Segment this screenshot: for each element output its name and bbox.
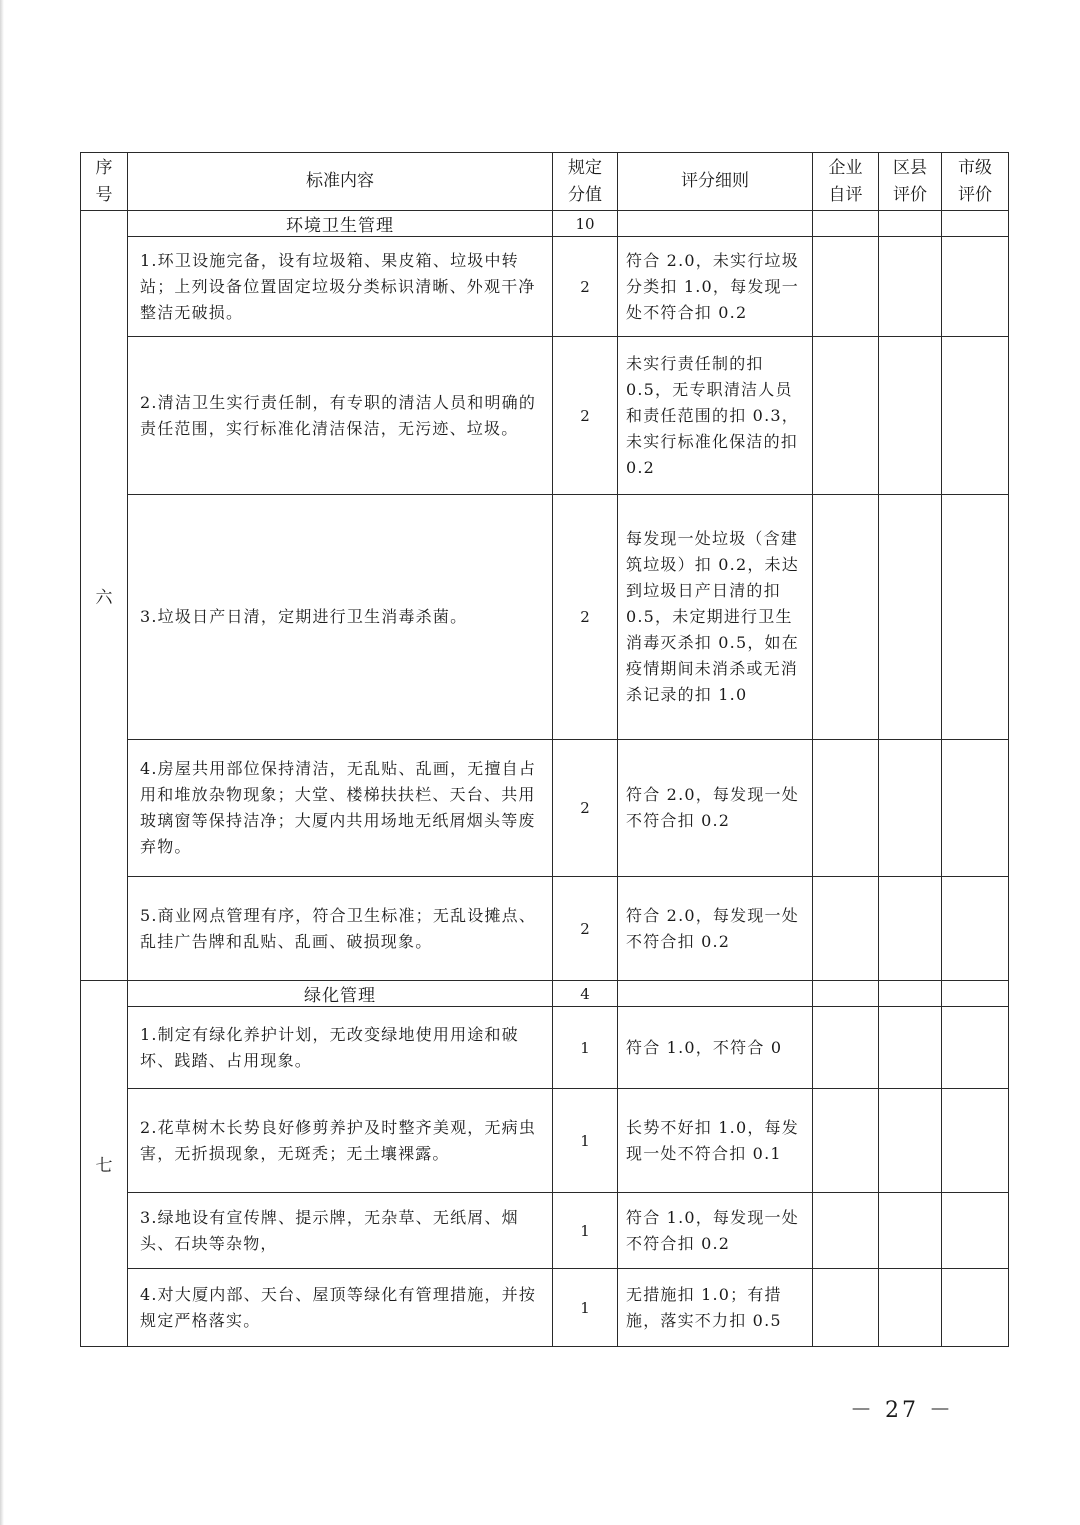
self-eval-cell xyxy=(813,495,879,740)
self-eval-cell xyxy=(813,740,879,877)
table-row xyxy=(81,740,1009,877)
header-self-eval: 企业自评 xyxy=(813,153,879,211)
district-eval-cell xyxy=(879,981,942,1007)
self-eval-cell xyxy=(813,877,879,981)
item-score: 2 xyxy=(553,495,618,740)
item-score: 2 xyxy=(553,337,618,495)
self-eval-cell xyxy=(813,337,879,495)
header-city-eval: 市级评价 xyxy=(942,153,1009,211)
item-score: 1 xyxy=(553,1007,618,1089)
item-rule: 符合 2.0，未实行垃圾分类扣 1.0，每发现一处不符合扣 0.2 xyxy=(618,237,813,337)
header-score: 规定分值 xyxy=(553,153,618,211)
city-eval-cell xyxy=(942,1269,1009,1347)
item-rule: 符合 1.0，不符合 0 xyxy=(618,1007,813,1089)
section-title-greening: 绿化管理 xyxy=(128,981,553,1007)
item-content: 2.花草树木长势良好修剪养护及时整齐美观，无病虫害，无折损现象，无斑秃；无土壤裸露。 xyxy=(128,1089,553,1193)
section-score-greening: 4 xyxy=(553,981,618,1007)
section-row-six xyxy=(81,211,1009,237)
item-content: 1.制定有绿化养护计划，无改变绿地使用用途和破坏、践踏、占用现象。 xyxy=(128,1007,553,1089)
city-eval-cell xyxy=(942,740,1009,877)
item-rule: 符合 2.0，每发现一处不符合扣 0.2 xyxy=(618,740,813,877)
item-score: 1 xyxy=(553,1269,618,1347)
item-rule: 未实行责任制的扣 0.5，无专职清洁人员和责任范围的扣 0.3，未实行标准化保洁的扣 0.2 xyxy=(618,337,813,495)
self-eval-cell xyxy=(813,981,879,1007)
self-eval-cell xyxy=(813,211,879,237)
section-title-sanitation: 环境卫生管理 xyxy=(128,211,553,237)
section-score-sanitation: 10 xyxy=(553,211,618,237)
table-row xyxy=(81,337,1009,495)
section-index-six: 六 xyxy=(81,211,128,981)
city-eval-cell xyxy=(942,211,1009,237)
item-rule: 长势不好扣 1.0，每发现一处不符合扣 0.1 xyxy=(618,1089,813,1193)
scan-edge-shadow xyxy=(0,0,4,1525)
self-eval-cell xyxy=(813,1269,879,1347)
self-eval-cell xyxy=(813,1193,879,1269)
table-row xyxy=(81,1193,1009,1269)
table-row xyxy=(81,1007,1009,1089)
city-eval-cell xyxy=(942,1193,1009,1269)
self-eval-cell xyxy=(813,1007,879,1089)
table-row xyxy=(81,237,1009,337)
table-row xyxy=(81,1089,1009,1193)
self-eval-cell xyxy=(813,237,879,337)
district-eval-cell xyxy=(879,1089,942,1193)
item-content: 4.房屋共用部位保持清洁，无乱贴、乱画，无擅自占用和堆放杂物现象；大堂、楼梯扶扶栏、天台、共用玻璃窗等保持洁净；大厦内共用场地无纸屑烟头等废弃物。 xyxy=(128,740,553,877)
city-eval-cell xyxy=(942,877,1009,981)
district-eval-cell xyxy=(879,1007,942,1089)
header-content: 标准内容 xyxy=(128,153,553,211)
district-eval-cell xyxy=(879,337,942,495)
item-rule: 符合 1.0，每发现一处不符合扣 0.2 xyxy=(618,1193,813,1269)
header-row xyxy=(81,153,1009,211)
item-content: 1.环卫设施完备，设有垃圾箱、果皮箱、垃圾中转站；上列设备位置固定垃圾分类标识清晰、外观干净整洁无破损。 xyxy=(128,237,553,337)
header-district-eval: 区县评价 xyxy=(879,153,942,211)
district-eval-cell xyxy=(879,740,942,877)
city-eval-cell xyxy=(942,1007,1009,1089)
district-eval-cell xyxy=(879,1193,942,1269)
district-eval-cell xyxy=(879,237,942,337)
item-content: 4.对大厦内部、天台、屋顶等绿化有管理措施，并按规定严格落实。 xyxy=(128,1269,553,1347)
item-content: 5.商业网点管理有序，符合卫生标准；无乱设摊点、乱挂广告牌和乱贴、乱画、破损现象。 xyxy=(128,877,553,981)
district-eval-cell xyxy=(879,211,942,237)
header-rules: 评分细则 xyxy=(618,153,813,211)
section-rule-cell xyxy=(618,981,813,1007)
section-index-seven: 七 xyxy=(81,981,128,1347)
city-eval-cell xyxy=(942,337,1009,495)
item-score: 2 xyxy=(553,740,618,877)
city-eval-cell xyxy=(942,237,1009,337)
item-score: 2 xyxy=(553,237,618,337)
self-eval-cell xyxy=(813,1089,879,1193)
district-eval-cell xyxy=(879,1269,942,1347)
item-rule: 无措施扣 1.0；有措施，落实不力扣 0.5 xyxy=(618,1269,813,1347)
header-seq: 序号 xyxy=(81,153,128,211)
table-row xyxy=(81,1269,1009,1347)
city-eval-cell xyxy=(942,981,1009,1007)
page-number: － 27 － xyxy=(850,1398,954,1423)
district-eval-cell xyxy=(879,877,942,981)
item-content: 3.绿地设有宣传牌、提示牌，无杂草、无纸屑、烟头、石块等杂物， xyxy=(128,1193,553,1269)
item-score: 1 xyxy=(553,1089,618,1193)
table-row xyxy=(81,877,1009,981)
item-rule: 每发现一处垃圾（含建筑垃圾）扣 0.2，未达到垃圾日产日清的扣 0.5，未定期进行卫生消毒灭杀扣 0.5，如在疫情期间未消杀或无消杀记录的扣 1.0 xyxy=(618,495,813,740)
item-content: 2.清洁卫生实行责任制，有专职的清洁人员和明确的责任范围，实行标准化清洁保洁，无污迹、垃圾。 xyxy=(128,337,553,495)
city-eval-cell xyxy=(942,1089,1009,1193)
item-rule: 符合 2.0，每发现一处不符合扣 0.2 xyxy=(618,877,813,981)
city-eval-cell xyxy=(942,495,1009,740)
scoring-table xyxy=(80,152,1009,1347)
district-eval-cell xyxy=(879,495,942,740)
section-rule-cell xyxy=(618,211,813,237)
section-row-seven xyxy=(81,981,1009,1007)
item-score: 1 xyxy=(553,1193,618,1269)
item-score: 2 xyxy=(553,877,618,981)
table-row xyxy=(81,495,1009,740)
item-content: 3.垃圾日产日清，定期进行卫生消毒杀菌。 xyxy=(128,495,553,740)
